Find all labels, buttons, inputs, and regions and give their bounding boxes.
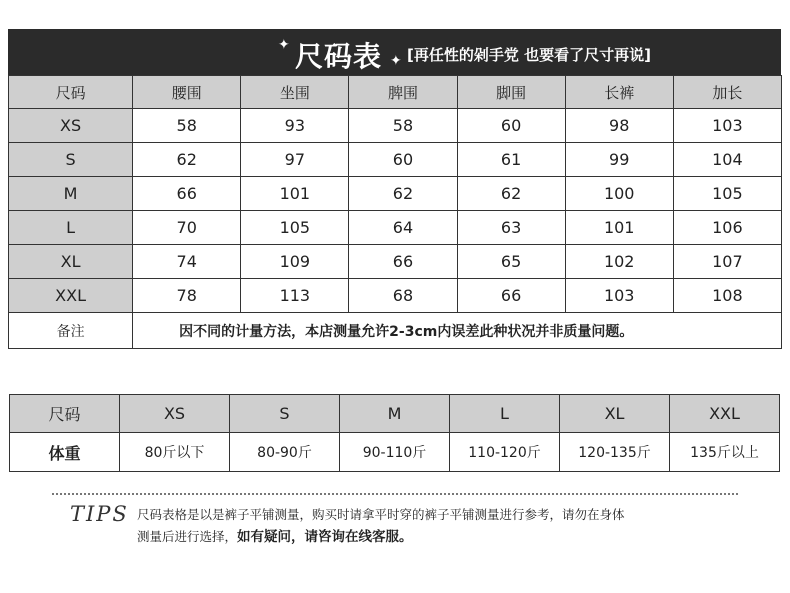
weight-value: 80-90斤 <box>230 433 340 472</box>
value-cell: 101 <box>565 211 673 245</box>
value-cell: 63 <box>457 211 565 245</box>
note-label: 备注 <box>9 313 133 349</box>
size-cell: S <box>9 143 133 177</box>
value-cell: 65 <box>457 245 565 279</box>
table-row <box>9 245 782 279</box>
sparkle-left-icon: ✦ <box>278 37 290 53</box>
value-cell: 78 <box>133 279 241 313</box>
tips-label: TIPS <box>70 502 129 526</box>
banner-subtitle: [再任性的剁手党 也要看了尺寸再说] <box>407 46 651 64</box>
weight-table-header-row <box>10 395 780 433</box>
header-length: 长裤 <box>565 76 673 109</box>
weight-value: 110-120斤 <box>450 433 560 472</box>
table-row <box>9 211 782 245</box>
header-xl: XL <box>560 395 670 433</box>
value-cell: 101 <box>241 177 349 211</box>
value-cell: 113 <box>241 279 349 313</box>
table-row <box>9 143 782 177</box>
tips-line-2-prefix: 测量后进行选择， <box>137 529 238 544</box>
value-cell: 66 <box>133 177 241 211</box>
size-cell: M <box>9 177 133 211</box>
value-cell: 108 <box>673 279 781 313</box>
table-row <box>9 109 782 143</box>
value-cell: 74 <box>133 245 241 279</box>
value-cell: 105 <box>673 177 781 211</box>
header-m: M <box>340 395 450 433</box>
value-cell: 106 <box>673 211 781 245</box>
value-cell: 93 <box>241 109 349 143</box>
header-xs: XS <box>120 395 230 433</box>
tips-text <box>137 504 737 548</box>
size-chart-banner <box>8 29 781 75</box>
sparkle-right-icon: ✦ <box>390 53 402 69</box>
value-cell: 58 <box>133 109 241 143</box>
size-table-header-row <box>9 76 782 109</box>
note-row <box>9 313 782 349</box>
value-cell: 107 <box>673 245 781 279</box>
value-cell: 60 <box>457 109 565 143</box>
size-cell: XXL <box>9 279 133 313</box>
value-cell: 68 <box>349 279 457 313</box>
tips-contact-note: 如有疑问，请咨询在线客服。 <box>237 529 413 545</box>
value-cell: 62 <box>457 177 565 211</box>
header-hip: 坐围 <box>241 76 349 109</box>
size-cell: XL <box>9 245 133 279</box>
value-cell: 99 <box>565 143 673 177</box>
value-cell: 66 <box>457 279 565 313</box>
table-row <box>9 177 782 211</box>
header-l: L <box>450 395 560 433</box>
value-cell: 109 <box>241 245 349 279</box>
tips-line-2 <box>137 526 737 548</box>
tips-line-1: 尺码表格是以是裤子平铺测量，购买时请拿平时穿的裤子平铺测量进行参考，请勿在身体 <box>137 507 625 522</box>
size-table <box>8 75 782 349</box>
header-size: 尺码 <box>9 76 133 109</box>
value-cell: 62 <box>349 177 457 211</box>
value-cell: 70 <box>133 211 241 245</box>
value-cell: 61 <box>457 143 565 177</box>
header-xxl: XXL <box>670 395 780 433</box>
value-cell: 102 <box>565 245 673 279</box>
header-leg-opening: 脚围 <box>457 76 565 109</box>
weight-value: 80斤以下 <box>120 433 230 472</box>
banner-title: 尺码表 <box>295 40 383 73</box>
value-cell: 66 <box>349 245 457 279</box>
table-row <box>9 279 782 313</box>
note-text: 因不同的计量方法，本店测量允许2-3cm内误差此种状况并非质量问题。 <box>133 313 782 349</box>
weight-label: 体重 <box>10 433 120 472</box>
value-cell: 100 <box>565 177 673 211</box>
weight-table <box>9 394 780 472</box>
header-thigh: 脾围 <box>349 76 457 109</box>
value-cell: 103 <box>565 279 673 313</box>
header-extra-long: 加长 <box>673 76 781 109</box>
header-s: S <box>230 395 340 433</box>
value-cell: 104 <box>673 143 781 177</box>
weight-row <box>10 433 780 472</box>
value-cell: 98 <box>565 109 673 143</box>
weight-value: 90-110斤 <box>340 433 450 472</box>
value-cell: 58 <box>349 109 457 143</box>
value-cell: 97 <box>241 143 349 177</box>
header-waist: 腰围 <box>133 76 241 109</box>
weight-value: 135斤以上 <box>670 433 780 472</box>
size-cell: XS <box>9 109 133 143</box>
dotted-divider <box>52 493 738 495</box>
weight-value: 120-135斤 <box>560 433 670 472</box>
value-cell: 60 <box>349 143 457 177</box>
value-cell: 103 <box>673 109 781 143</box>
size-cell: L <box>9 211 133 245</box>
value-cell: 64 <box>349 211 457 245</box>
value-cell: 62 <box>133 143 241 177</box>
header-size: 尺码 <box>10 395 120 433</box>
value-cell: 105 <box>241 211 349 245</box>
